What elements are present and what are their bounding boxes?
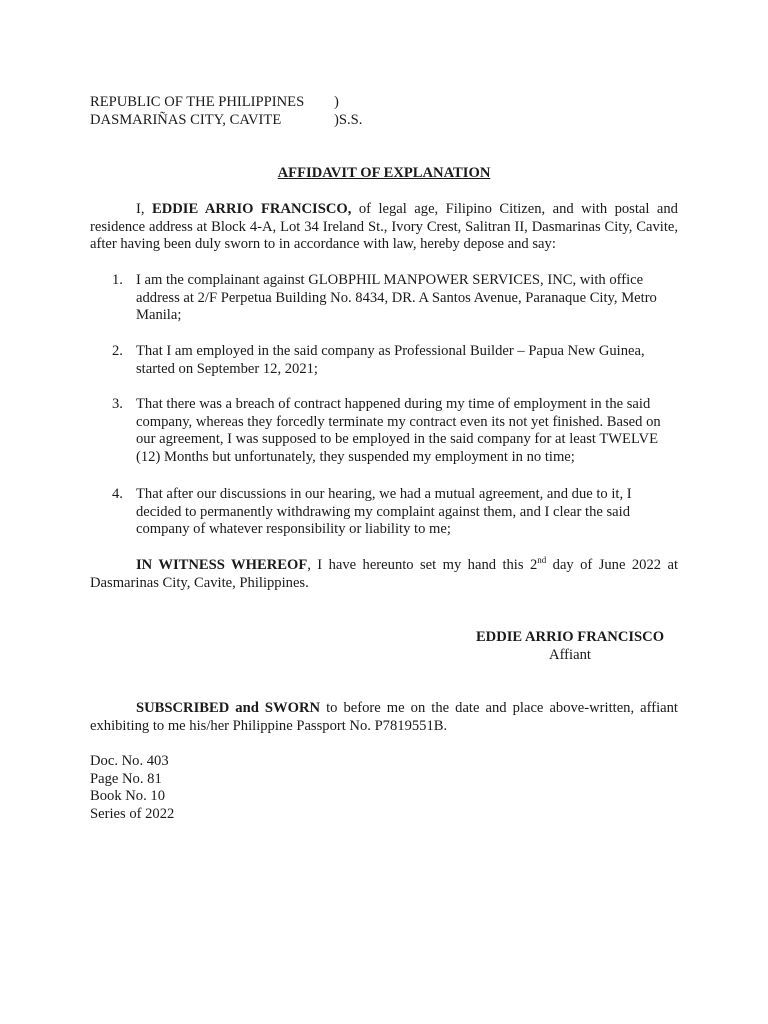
list-item-text: That there was a breach of contract happened during my time of employment in the said company, whereas they forcedly terminate my contract even its not yet finished. Based on our agreement, I was supposed to be employed in the said company for at least TWELVE (12) Months but unfortunately, they suspended my employment in no time; — [136, 396, 661, 465]
list-item — [90, 343, 678, 378]
notarial-register — [90, 753, 174, 823]
list-item-text: That after our discussions in our hearing, we had a mutual agreement, and due to it, I decided to permanently withdrawing my complaint against them, and I clear the said company of whatever responsibility or liability to me; — [136, 486, 632, 537]
intro-paragraph — [90, 201, 678, 254]
list-item-number: 3. — [112, 396, 123, 412]
venue-country: REPUBLIC OF THE PHILIPPINES — [90, 94, 305, 110]
notarial-doc-no: Doc. No. 403 — [90, 753, 169, 769]
affiant-signature-block — [440, 629, 700, 664]
witness-text-b: day of June 2022 at Dasmarinas City, Cavite, Philippines. — [90, 557, 678, 591]
intro-rest: of legal age, Filipino Citizen, and with postal and residence address at Block 4-A, Lot 34 Ireland St., Ivory Crest, Salitran II, Dasmarinas City, Cavite, after having been duly sworn to in accordance with law, hereby depose and say: — [90, 201, 678, 252]
jurat-paragraph — [90, 700, 678, 735]
document-title: AFFIDAVIT OF EXPLANATION — [277, 165, 491, 181]
venue-country-mark: ) — [334, 94, 339, 110]
venue-city-mark: )S.S. — [334, 112, 363, 128]
witness-text-a: , I have hereunto set my hand this 2 — [307, 557, 538, 573]
venue-line-city — [90, 112, 490, 130]
list-item-text: I am the complainant against GLOBPHIL MANPOWER SERVICES, INC, with office address at 2/F Perpetua Building No. 8434, DR. A Santos Avenue, Paranaque City, Metro Manila; — [136, 272, 657, 323]
jurat-text: to before me on the date and place above-written, affiant exhibiting to me his/her Philippine Passport No. P7819551B. — [90, 700, 678, 734]
list-item — [90, 272, 678, 325]
venue-line-country — [90, 94, 490, 112]
venue-city: DASMARIÑAS CITY, CAVITE — [90, 112, 282, 128]
witness-ordinal: nd — [537, 555, 547, 566]
venue-block — [90, 94, 490, 130]
jurat-heading: SUBSCRIBED and SWORN — [136, 700, 321, 716]
list-item-number: 4. — [112, 486, 123, 502]
list-item-number: 2. — [112, 343, 123, 359]
intro-lead: I, — [136, 201, 152, 217]
list-item-number: 1. — [112, 272, 123, 288]
affiant-role: Affiant — [549, 646, 591, 663]
notarial-page-no: Page No. 81 — [90, 770, 162, 787]
list-item — [90, 486, 678, 539]
affiant-name: EDDIE ARRIO FRANCISCO — [475, 629, 665, 645]
witness-heading: IN WITNESS WHEREOF — [136, 557, 308, 573]
list-item — [90, 396, 678, 466]
notarial-series: Series of 2022 — [90, 805, 175, 822]
affiant-name-inline: EDDIE ARRIO FRANCISCO, — [151, 201, 352, 217]
witness-paragraph — [90, 557, 678, 592]
list-item-text: That I am employed in the said company as Professional Builder – Papua New Guinea, started on September 12, 2021; — [136, 343, 645, 377]
notarial-book-no: Book No. 10 — [90, 788, 165, 804]
